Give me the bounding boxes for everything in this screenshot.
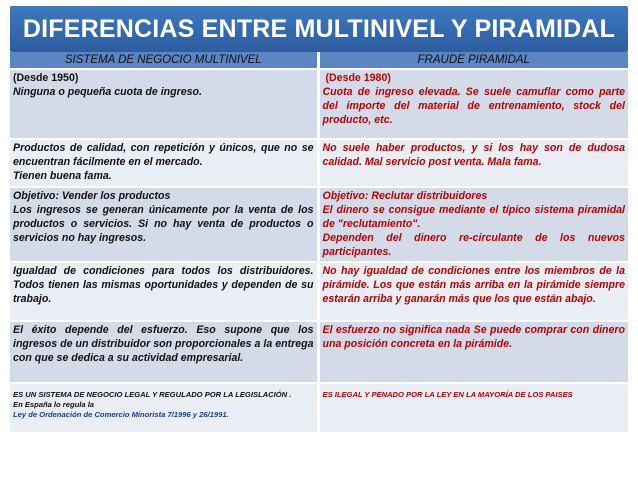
illegal-note: ES ILEGAL Y PENADO POR LA LEY EN LA MAYORÍA DE LOS PAISES bbox=[322, 390, 573, 399]
piramidal-cell bbox=[318, 69, 628, 139]
cell-text: Productos de calidad, con repetición y únicos, que no se encuentran fácilmente en el mercado. bbox=[13, 142, 314, 168]
comparison-table bbox=[10, 52, 628, 434]
multinivel-cell bbox=[10, 187, 318, 262]
since-label: (Desde 1980) bbox=[325, 72, 391, 84]
cell-text: Ninguna o pequeña cuota de ingreso. bbox=[13, 86, 202, 98]
piramidal-cell bbox=[318, 187, 628, 262]
cell-text: No hay igualdad de condiciones entre los miembros de la pirámide. Los que están más arriba en la pirámide siempre estarán arriba y ganarán más que los que están abajo. bbox=[322, 265, 625, 305]
table-header-row bbox=[10, 52, 628, 69]
multinivel-cell bbox=[10, 321, 318, 383]
table-row bbox=[10, 383, 628, 433]
cell-text: El éxito depende del esfuerzo. Eso supone que los ingresos de un distribuidor son proporcionales a la entrega con que se dedica a su actividad empresarial. bbox=[13, 324, 314, 364]
cell-text: Cuota de ingreso elevada. Se suele camuflar como parte del importe del material de entrenamiento, stock del producto, etc. bbox=[322, 86, 625, 126]
cell-text: Igualdad de condiciones para todos los distribuidores. Todos tienen las mismas oportunidades y dependen de su trabajo. bbox=[13, 265, 314, 305]
table-row bbox=[10, 69, 628, 139]
since-label: (Desde 1950) bbox=[13, 72, 79, 84]
cell-text: Objetivo: Reclutar distribuidores bbox=[322, 190, 488, 202]
cell-text: El dinero se consigue mediante el típico sistema piramidal de "reclutamiento". bbox=[322, 204, 625, 230]
legal-note: En España lo regula la bbox=[13, 400, 95, 409]
multinivel-cell bbox=[10, 69, 318, 139]
cell-text: Tienen buena fama. bbox=[13, 170, 112, 182]
cell-text: Objetivo: Vender los productos bbox=[13, 190, 171, 202]
table-row bbox=[10, 139, 628, 187]
piramidal-cell bbox=[318, 139, 628, 187]
multinivel-cell bbox=[10, 262, 318, 321]
header-piramidal: FRAUDE PIRAMIDAL bbox=[318, 52, 628, 69]
piramidal-cell bbox=[318, 383, 628, 433]
table-row bbox=[10, 187, 628, 262]
cell-text: Dependen del dinero re-circulante de los nuevos participantes. bbox=[322, 232, 625, 258]
multinivel-cell bbox=[10, 139, 318, 187]
header-multinivel: SISTEMA DE NEGOCIO MULTINIVEL bbox=[10, 52, 318, 69]
legal-note: ES UN SISTEMA DE NEGOCIO LEGAL Y REGULADO POR LA LEGISLACIÓN . bbox=[13, 390, 292, 399]
cell-text: El esfuerzo no significa nada Se puede comprar con dinero una posición concreta en la pirámide. bbox=[322, 324, 625, 350]
page-title: DIFERENCIAS ENTRE MULTINIVEL Y PIRAMIDAL bbox=[10, 6, 628, 52]
cell-text: No suele haber productos, y si los hay son de dudosa calidad. Mal servicio post venta. Mala fama. bbox=[322, 142, 625, 168]
piramidal-cell bbox=[318, 262, 628, 321]
piramidal-cell bbox=[318, 321, 628, 383]
law-reference: Ley de Ordenación de Comercio Minorista 7/1996 y 26/1991. bbox=[13, 410, 229, 419]
cell-text: Los ingresos se generan únicamente por la venta de los productos o servicios. Si no hay venta de productos o servicios no hay ingresos. bbox=[13, 204, 314, 244]
table-row bbox=[10, 262, 628, 321]
table-row bbox=[10, 321, 628, 383]
multinivel-cell bbox=[10, 383, 318, 433]
